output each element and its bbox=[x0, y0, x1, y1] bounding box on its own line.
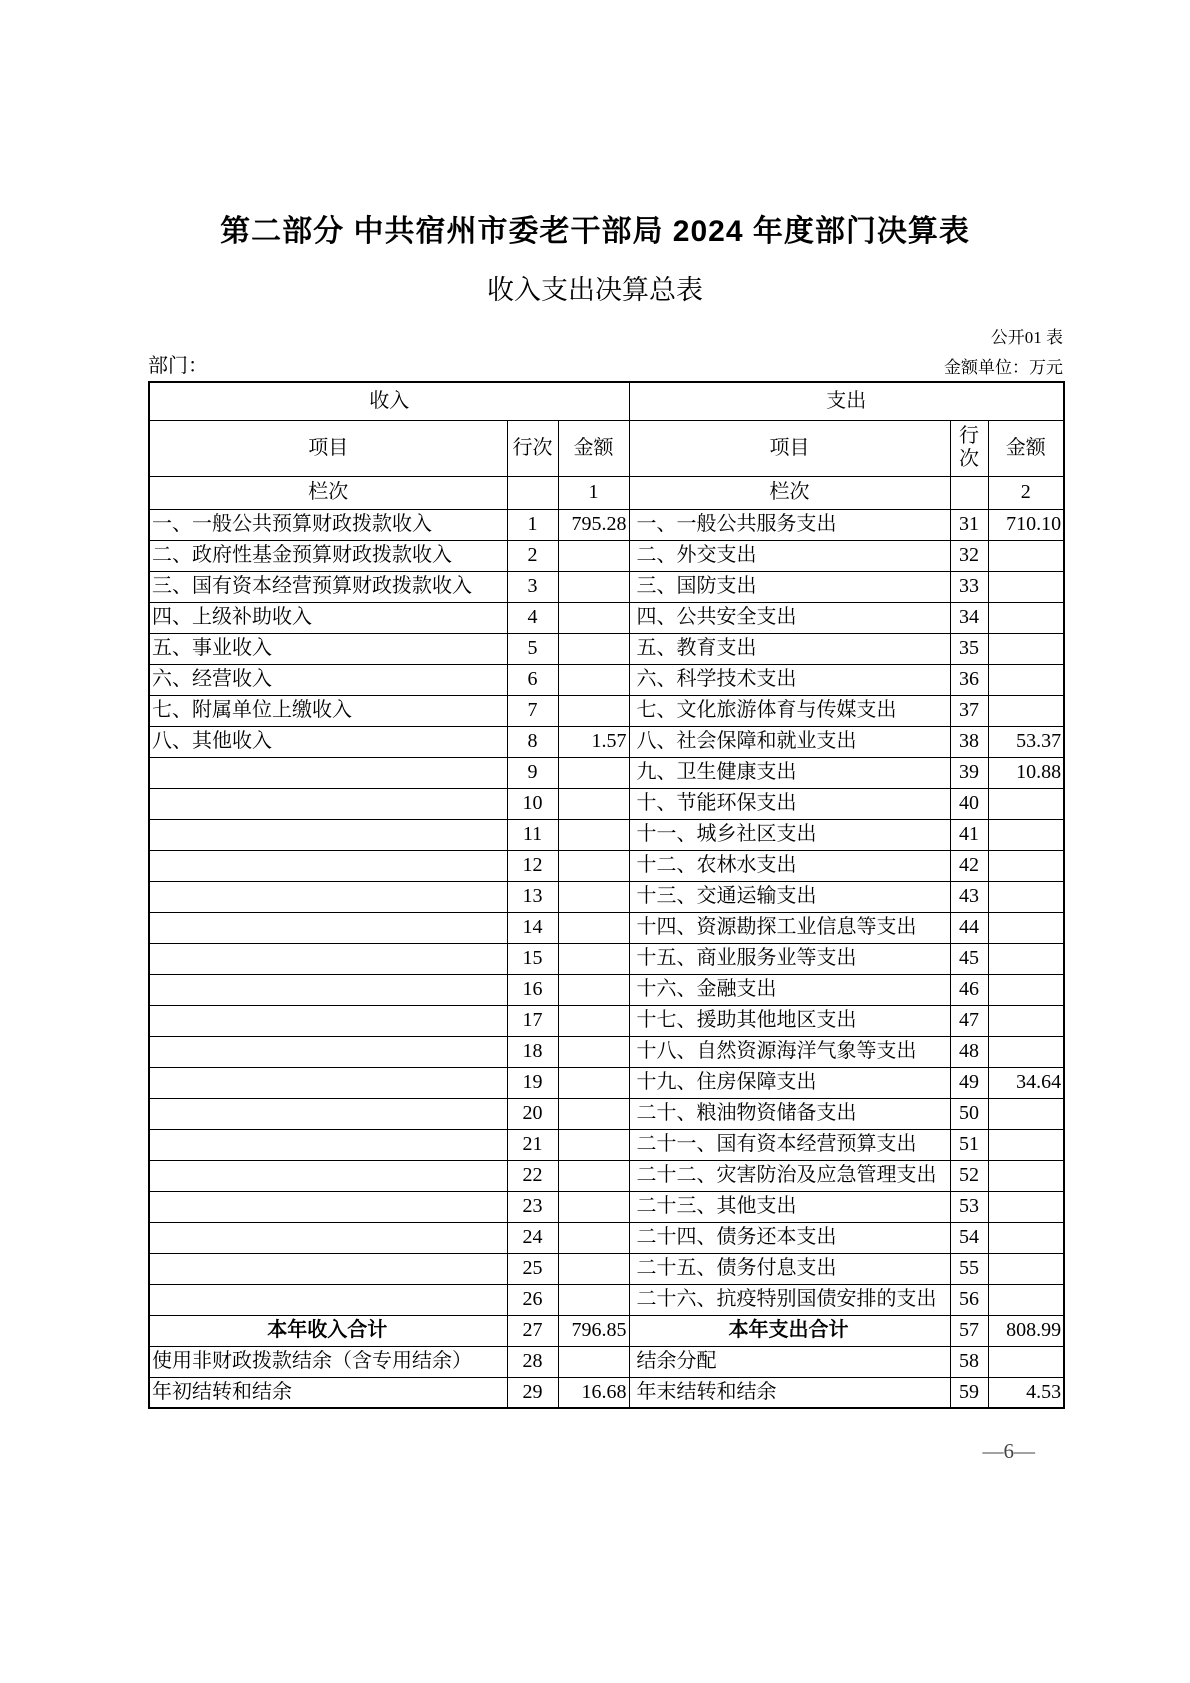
table-row bbox=[149, 1253, 1064, 1284]
expense-rowno-cell: 34 bbox=[950, 602, 988, 633]
expense-item-cell: 十一、城乡社区支出 bbox=[629, 819, 950, 850]
expense-amount-cell bbox=[988, 1129, 1064, 1160]
expense-rowno-cell: 54 bbox=[950, 1222, 988, 1253]
income-rowno-cell: 9 bbox=[507, 757, 558, 788]
income-item-cell bbox=[149, 943, 507, 974]
table-row bbox=[149, 912, 1064, 943]
expense-rowno-cell: 47 bbox=[950, 1005, 988, 1036]
table-row bbox=[149, 1377, 1064, 1408]
expense-item-cell: 二十三、其他支出 bbox=[629, 1191, 950, 1222]
income-amount-cell bbox=[558, 1005, 629, 1036]
budget-table bbox=[148, 381, 1065, 1409]
expense-item-cell: 十九、住房保障支出 bbox=[629, 1067, 950, 1098]
income-rowno-cell: 10 bbox=[507, 788, 558, 819]
income-amount-cell bbox=[558, 602, 629, 633]
table-row bbox=[149, 974, 1064, 1005]
expense-item-cell: 二十二、灾害防治及应急管理支出 bbox=[629, 1160, 950, 1191]
income-rowno-cell: 2 bbox=[507, 540, 558, 571]
expense-amount-cell: 808.99 bbox=[988, 1315, 1064, 1346]
expense-item-cell: 本年支出合计 bbox=[629, 1315, 950, 1346]
table-row bbox=[149, 819, 1064, 850]
expense-amount-cell: 34.64 bbox=[988, 1067, 1064, 1098]
expense-amount-cell bbox=[988, 1160, 1064, 1191]
income-amount-cell bbox=[558, 1284, 629, 1315]
expense-amount-cell: 10.88 bbox=[988, 757, 1064, 788]
table-row bbox=[149, 1036, 1064, 1067]
expense-amount-cell bbox=[988, 943, 1064, 974]
expense-item-cell: 二十六、抗疫特别国债安排的支出 bbox=[629, 1284, 950, 1315]
income-item-cell: 四、上级补助收入 bbox=[149, 602, 507, 633]
expense-item-cell: 二十四、债务还本支出 bbox=[629, 1222, 950, 1253]
expense-item-cell: 十四、资源勘探工业信息等支出 bbox=[629, 912, 950, 943]
expense-rowno-cell: 43 bbox=[950, 881, 988, 912]
income-amount-cell bbox=[558, 943, 629, 974]
column-header-row bbox=[149, 420, 1064, 476]
expense-item-cell: 二十五、债务付息支出 bbox=[629, 1253, 950, 1284]
income-item-cell: 七、附属单位上缴收入 bbox=[149, 695, 507, 726]
income-rowno-cell: 11 bbox=[507, 819, 558, 850]
unit-label: 金额单位：万元 bbox=[944, 358, 1063, 377]
department-label: 部门： bbox=[148, 355, 208, 377]
income-amount-cell bbox=[558, 757, 629, 788]
table-row bbox=[149, 571, 1064, 602]
income-amount-cell bbox=[558, 912, 629, 943]
table-row bbox=[149, 540, 1064, 571]
income-item-cell bbox=[149, 1191, 507, 1222]
expense-rowno-cell: 35 bbox=[950, 633, 988, 664]
expense-amount-cell bbox=[988, 850, 1064, 881]
expense-amount-cell bbox=[988, 912, 1064, 943]
table-row bbox=[149, 726, 1064, 757]
income-rowno-cell: 13 bbox=[507, 881, 558, 912]
income-amount-cell bbox=[558, 974, 629, 1005]
income-amount-cell bbox=[558, 1346, 629, 1377]
income-item-cell: 二、政府性基金预算财政拨款收入 bbox=[149, 540, 507, 571]
expense-rowno-cell: 59 bbox=[950, 1377, 988, 1408]
income-amount-cell bbox=[558, 571, 629, 602]
expense-amount-cell bbox=[988, 974, 1064, 1005]
income-amount-cell bbox=[558, 1036, 629, 1067]
expense-amount-cell bbox=[988, 571, 1064, 602]
table-row bbox=[149, 1191, 1064, 1222]
income-rowno-header: 行次 bbox=[507, 420, 558, 476]
income-item-cell bbox=[149, 912, 507, 943]
income-rowno-cell: 15 bbox=[507, 943, 558, 974]
income-rowno-cell: 16 bbox=[507, 974, 558, 1005]
table-row bbox=[149, 633, 1064, 664]
expense-rowno-cell: 49 bbox=[950, 1067, 988, 1098]
expense-amount-cell bbox=[988, 1005, 1064, 1036]
expense-item-cell: 二十一、国有资本经营预算支出 bbox=[629, 1129, 950, 1160]
table-row bbox=[149, 664, 1064, 695]
income-item-cell: 六、经营收入 bbox=[149, 664, 507, 695]
page-number: —6— bbox=[982, 1439, 1035, 1463]
income-amount-cell bbox=[558, 1160, 629, 1191]
income-rowno-cell: 20 bbox=[507, 1098, 558, 1129]
income-item-cell bbox=[149, 881, 507, 912]
income-section-header: 收入 bbox=[149, 382, 629, 420]
income-lanci-label: 栏次 bbox=[149, 476, 507, 509]
expense-amount-cell bbox=[988, 540, 1064, 571]
income-rowno-cell: 17 bbox=[507, 1005, 558, 1036]
income-amount-header: 金额 bbox=[558, 420, 629, 476]
table-row bbox=[149, 757, 1064, 788]
income-item-cell: 本年收入合计 bbox=[149, 1315, 507, 1346]
expense-item-cell: 结余分配 bbox=[629, 1346, 950, 1377]
income-amount-cell bbox=[558, 1129, 629, 1160]
income-rowno-cell: 5 bbox=[507, 633, 558, 664]
expense-amount-cell bbox=[988, 1346, 1064, 1377]
expense-amount-cell bbox=[988, 819, 1064, 850]
income-column-number: 1 bbox=[558, 476, 629, 509]
table-row bbox=[149, 1284, 1064, 1315]
income-item-cell bbox=[149, 788, 507, 819]
part-title: 第二部分 中共宿州市委老干部局 2024 年度部门决算表 bbox=[220, 215, 970, 248]
income-rowno-cell: 23 bbox=[507, 1191, 558, 1222]
income-item-cell bbox=[149, 819, 507, 850]
income-rowno-cell: 6 bbox=[507, 664, 558, 695]
income-rowno-cell: 4 bbox=[507, 602, 558, 633]
income-item-cell: 八、其他收入 bbox=[149, 726, 507, 757]
income-amount-cell bbox=[558, 1191, 629, 1222]
income-item-cell: 一、一般公共预算财政拨款收入 bbox=[149, 509, 507, 540]
expense-rowno-cell: 40 bbox=[950, 788, 988, 819]
income-item-cell: 五、事业收入 bbox=[149, 633, 507, 664]
expense-item-cell: 二十、粮油物资储备支出 bbox=[629, 1098, 950, 1129]
expense-amount-cell bbox=[988, 602, 1064, 633]
expense-amount-header: 金额 bbox=[988, 420, 1064, 476]
income-rowno-cell: 12 bbox=[507, 850, 558, 881]
expense-item-cell: 一、一般公共服务支出 bbox=[629, 509, 950, 540]
income-rowno-cell: 19 bbox=[507, 1067, 558, 1098]
income-item-cell bbox=[149, 1005, 507, 1036]
expense-amount-cell: 4.53 bbox=[988, 1377, 1064, 1408]
income-rowno-cell: 24 bbox=[507, 1222, 558, 1253]
expense-item-cell: 十二、农林水支出 bbox=[629, 850, 950, 881]
income-rowno-cell: 21 bbox=[507, 1129, 558, 1160]
expense-section-header: 支出 bbox=[629, 382, 1064, 420]
income-amount-cell bbox=[558, 881, 629, 912]
expense-item-cell: 十六、金融支出 bbox=[629, 974, 950, 1005]
expense-item-cell: 十八、自然资源海洋气象等支出 bbox=[629, 1036, 950, 1067]
income-amount-cell: 795.28 bbox=[558, 509, 629, 540]
income-amount-cell bbox=[558, 633, 629, 664]
income-item-cell bbox=[149, 1284, 507, 1315]
income-lanci-blank bbox=[507, 476, 558, 509]
income-rowno-cell: 28 bbox=[507, 1346, 558, 1377]
expense-rowno-cell: 53 bbox=[950, 1191, 988, 1222]
expense-item-cell: 十、节能环保支出 bbox=[629, 788, 950, 819]
form-code-label: 公开01 表 bbox=[990, 328, 1063, 347]
income-item-cell bbox=[149, 1036, 507, 1067]
income-amount-cell bbox=[558, 695, 629, 726]
expense-rowno-cell: 41 bbox=[950, 819, 988, 850]
income-item-cell bbox=[149, 850, 507, 881]
table-row bbox=[149, 1067, 1064, 1098]
expense-rowno-cell: 51 bbox=[950, 1129, 988, 1160]
income-rowno-cell: 29 bbox=[507, 1377, 558, 1408]
income-amount-cell bbox=[558, 1067, 629, 1098]
income-item-cell bbox=[149, 1253, 507, 1284]
income-rowno-cell: 14 bbox=[507, 912, 558, 943]
income-rowno-cell: 26 bbox=[507, 1284, 558, 1315]
table-title: 收入支出决算总表 bbox=[487, 275, 703, 305]
table-row bbox=[149, 695, 1064, 726]
expense-rowno-cell: 56 bbox=[950, 1284, 988, 1315]
income-rowno-cell: 3 bbox=[507, 571, 558, 602]
expense-rowno-cell: 31 bbox=[950, 509, 988, 540]
expense-rowno-cell: 32 bbox=[950, 540, 988, 571]
expense-rowno-cell: 38 bbox=[950, 726, 988, 757]
expense-rowno-cell: 57 bbox=[950, 1315, 988, 1346]
expense-amount-cell bbox=[988, 1222, 1064, 1253]
expense-rowno-cell: 48 bbox=[950, 1036, 988, 1067]
income-amount-cell bbox=[558, 1253, 629, 1284]
expense-rowno-cell: 33 bbox=[950, 571, 988, 602]
expense-amount-cell: 53.37 bbox=[988, 726, 1064, 757]
expense-item-cell: 九、卫生健康支出 bbox=[629, 757, 950, 788]
table-row bbox=[149, 602, 1064, 633]
meta-row bbox=[148, 349, 1063, 378]
table-row bbox=[149, 1005, 1064, 1036]
table-row bbox=[149, 788, 1064, 819]
expense-item-cell: 七、文化旅游体育与传媒支出 bbox=[629, 695, 950, 726]
income-rowno-cell: 27 bbox=[507, 1315, 558, 1346]
column-index-row bbox=[149, 476, 1064, 509]
expense-item-cell: 十三、交通运输支出 bbox=[629, 881, 950, 912]
income-item-cell bbox=[149, 1222, 507, 1253]
expense-amount-cell bbox=[988, 695, 1064, 726]
expense-rowno-cell: 45 bbox=[950, 943, 988, 974]
income-amount-cell bbox=[558, 788, 629, 819]
table-row bbox=[149, 1346, 1064, 1377]
income-rowno-cell: 7 bbox=[507, 695, 558, 726]
income-amount-cell: 16.68 bbox=[558, 1377, 629, 1408]
income-item-cell bbox=[149, 1160, 507, 1191]
expense-amount-cell bbox=[988, 1191, 1064, 1222]
expense-rowno-cell: 39 bbox=[950, 757, 988, 788]
income-item-cell: 三、国有资本经营预算财政拨款收入 bbox=[149, 571, 507, 602]
income-item-cell bbox=[149, 1098, 507, 1129]
expense-rowno-cell: 55 bbox=[950, 1253, 988, 1284]
income-amount-cell bbox=[558, 850, 629, 881]
expense-lanci-blank bbox=[950, 476, 988, 509]
expense-amount-cell bbox=[988, 881, 1064, 912]
expense-rowno-cell: 36 bbox=[950, 664, 988, 695]
income-rowno-cell: 18 bbox=[507, 1036, 558, 1067]
income-amount-cell bbox=[558, 540, 629, 571]
income-item-cell: 年初结转和结余 bbox=[149, 1377, 507, 1408]
expense-amount-cell bbox=[988, 1253, 1064, 1284]
income-amount-cell bbox=[558, 664, 629, 695]
income-item-cell bbox=[149, 974, 507, 1005]
expense-rowno-header: 行次 bbox=[950, 420, 988, 476]
income-item-cell bbox=[149, 1067, 507, 1098]
expense-rowno-cell: 44 bbox=[950, 912, 988, 943]
income-rowno-cell: 25 bbox=[507, 1253, 558, 1284]
table-row bbox=[149, 509, 1064, 540]
income-item-header: 项目 bbox=[149, 420, 507, 476]
table-row bbox=[149, 1222, 1064, 1253]
income-item-cell bbox=[149, 1129, 507, 1160]
expense-amount-cell bbox=[988, 1036, 1064, 1067]
income-rowno-cell: 1 bbox=[507, 509, 558, 540]
expense-item-cell: 年末结转和结余 bbox=[629, 1377, 950, 1408]
expense-amount-cell bbox=[988, 633, 1064, 664]
table-row bbox=[149, 1129, 1064, 1160]
expense-amount-cell bbox=[988, 1098, 1064, 1129]
expense-amount-cell: 710.10 bbox=[988, 509, 1064, 540]
table-row bbox=[149, 850, 1064, 881]
expense-rowno-cell: 42 bbox=[950, 850, 988, 881]
expense-amount-cell bbox=[988, 788, 1064, 819]
income-amount-cell: 796.85 bbox=[558, 1315, 629, 1346]
expense-rowno-cell: 37 bbox=[950, 695, 988, 726]
income-amount-cell bbox=[558, 1222, 629, 1253]
expense-item-cell: 八、社会保障和就业支出 bbox=[629, 726, 950, 757]
table-row bbox=[149, 1160, 1064, 1191]
table-row bbox=[149, 881, 1064, 912]
income-item-cell: 使用非财政拨款结余（含专用结余） bbox=[149, 1346, 507, 1377]
expense-item-header: 项目 bbox=[629, 420, 950, 476]
income-item-cell bbox=[149, 757, 507, 788]
expense-amount-cell bbox=[988, 1284, 1064, 1315]
expense-item-cell: 十七、援助其他地区支出 bbox=[629, 1005, 950, 1036]
total-row bbox=[149, 1315, 1064, 1346]
expense-amount-cell bbox=[988, 664, 1064, 695]
expense-item-cell: 十五、商业服务业等支出 bbox=[629, 943, 950, 974]
table-row bbox=[149, 1098, 1064, 1129]
expense-item-cell: 三、国防支出 bbox=[629, 571, 950, 602]
section-header-row bbox=[149, 382, 1064, 420]
table-row bbox=[149, 943, 1064, 974]
expense-item-cell: 六、科学技术支出 bbox=[629, 664, 950, 695]
expense-rowno-cell: 58 bbox=[950, 1346, 988, 1377]
income-amount-cell: 1.57 bbox=[558, 726, 629, 757]
expense-rowno-cell: 46 bbox=[950, 974, 988, 1005]
income-rowno-cell: 22 bbox=[507, 1160, 558, 1191]
income-amount-cell bbox=[558, 1098, 629, 1129]
expense-rowno-cell: 50 bbox=[950, 1098, 988, 1129]
expense-column-number: 2 bbox=[988, 476, 1064, 509]
expense-rowno-cell: 52 bbox=[950, 1160, 988, 1191]
expense-lanci-label: 栏次 bbox=[629, 476, 950, 509]
income-rowno-cell: 8 bbox=[507, 726, 558, 757]
expense-item-cell: 五、教育支出 bbox=[629, 633, 950, 664]
income-amount-cell bbox=[558, 819, 629, 850]
expense-item-cell: 四、公共安全支出 bbox=[629, 602, 950, 633]
expense-item-cell: 二、外交支出 bbox=[629, 540, 950, 571]
